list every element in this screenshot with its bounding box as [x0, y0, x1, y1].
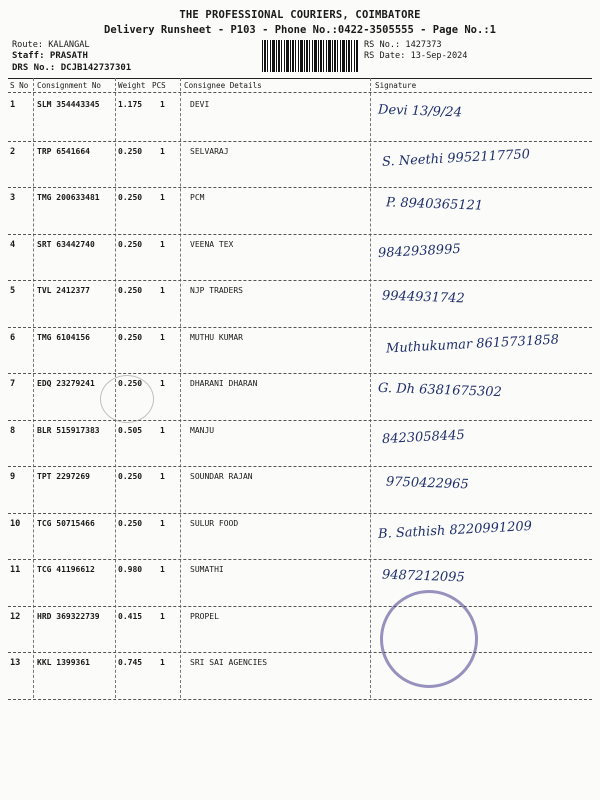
row-consignment-no: TCG 41196612 [37, 565, 95, 574]
row-consignee: SRI SAI AGENCIES [190, 658, 268, 667]
row-pcs: 1 [160, 611, 165, 621]
col-header-pcs: PCS [152, 81, 166, 90]
row-weight: 0.505 [118, 425, 143, 435]
row-sno: 7 [10, 379, 16, 389]
route-label: Route: KALANGAL [12, 40, 90, 50]
row-consignment-no: TRP 6541664 [37, 146, 90, 156]
row-consignment-no: TMG 6104156 [37, 332, 90, 342]
row-divider [8, 699, 592, 700]
row-consignment-no: BLR 515917383 [37, 425, 100, 435]
row-consignee: SUMATHI [190, 565, 224, 574]
row-consignment-no: KKL 1399361 [37, 658, 90, 667]
handwritten-signature: 9487212095 [381, 567, 465, 586]
row-consignee: VEENA TEX [190, 239, 234, 249]
row-consignee: DHARANI DHARAN [190, 379, 258, 388]
company-title: THE PROFESSIONAL COURIERS, COIMBATORE [179, 9, 421, 21]
row-pcs: 1 [160, 100, 165, 109]
row-divider [8, 652, 592, 653]
row-weight: 0.980 [118, 565, 143, 574]
header-top-rule [8, 78, 592, 79]
row-consignee: PROPEL [190, 611, 219, 621]
row-sno: 8 [10, 425, 16, 436]
row-sno: 12 [10, 611, 21, 622]
staff-label: Staff: PRASATH [12, 51, 88, 61]
row-consignee: SELVARAJ [190, 146, 229, 156]
col-header-consignment: Consignment No [37, 81, 102, 90]
faint-stamp [100, 375, 154, 423]
row-sno: 3 [10, 193, 16, 203]
row-weight: 0.250 [118, 332, 143, 342]
row-weight: 0.250 [118, 518, 143, 528]
row-weight: 1.175 [118, 100, 143, 109]
row-consignment-no: TCG 50715466 [37, 518, 95, 528]
row-pcs: 1 [160, 379, 165, 388]
row-sno: 9 [10, 472, 16, 482]
row-divider [8, 466, 592, 467]
rs-date: RS Date: 13-Sep-2024 [364, 51, 468, 61]
row-consignment-no: TPT 2297269 [37, 472, 90, 481]
row-pcs: 1 [160, 472, 165, 481]
col-header-signature: Signature [375, 81, 417, 90]
drs-number: DRS No.: DCJB142737301 [12, 63, 132, 73]
row-weight: 0.250 [118, 239, 143, 249]
row-weight: 0.250 [118, 286, 143, 295]
row-divider [8, 327, 592, 328]
row-pcs: 1 [160, 146, 165, 156]
row-weight: 0.250 [118, 146, 143, 156]
row-consignee: PCM [190, 193, 205, 202]
header-bottom-rule [8, 92, 592, 93]
col-header-weight: Weight [118, 81, 146, 90]
row-sno: 10 [10, 518, 21, 529]
row-divider [8, 559, 592, 560]
handwritten-signature: P. 8940365121 [385, 195, 484, 214]
row-weight: 0.745 [118, 658, 143, 667]
row-sno: 11 [10, 565, 21, 575]
row-consignee: NJP TRADERS [190, 286, 243, 295]
handwritten-signature: 9944931742 [381, 288, 465, 307]
handwritten-signature: B. Sathish 8220991209 [377, 518, 533, 542]
row-consignee: SOUNDAR RAJAN [190, 472, 253, 481]
row-consignment-no: TMG 200633481 [37, 193, 100, 202]
row-weight: 0.415 [118, 611, 143, 621]
row-divider [8, 187, 592, 188]
row-pcs: 1 [160, 332, 165, 342]
rs-number: RS No.: 1427373 [364, 40, 442, 50]
row-consignee: MANJU [190, 425, 215, 435]
handwritten-signature: 9750422965 [385, 474, 469, 493]
handwritten-signature: Muthukumar 8615731858 [385, 331, 560, 357]
row-consignment-no: SLM 354443345 [37, 100, 100, 109]
row-sno: 1 [10, 100, 16, 110]
row-divider [8, 234, 592, 235]
row-consignment-no: EDQ 23279241 [37, 379, 95, 388]
row-divider [8, 373, 592, 374]
row-consignee: SULUR FOOD [190, 518, 239, 528]
row-sno: 2 [10, 146, 16, 157]
row-divider [8, 513, 592, 514]
handwritten-signature: G. Dh 6381675302 [377, 380, 503, 401]
row-weight: 0.250 [118, 379, 143, 388]
company-stamp [380, 590, 478, 688]
row-divider [8, 280, 592, 281]
handwritten-signature: 9842938995 [377, 241, 462, 261]
col-header-sno: S No [10, 81, 29, 90]
row-sno: 13 [10, 658, 21, 668]
row-sno: 6 [10, 332, 16, 343]
row-consignment-no: SRT 63442740 [37, 239, 95, 249]
row-pcs: 1 [160, 658, 165, 667]
row-divider [8, 141, 592, 142]
row-sno: 5 [10, 286, 16, 296]
row-pcs: 1 [160, 239, 165, 249]
col-header-consignee: Consignee Details [184, 81, 262, 90]
row-sno: 4 [10, 239, 16, 250]
row-pcs: 1 [160, 286, 165, 295]
row-pcs: 1 [160, 565, 165, 574]
row-consignee: DEVI [190, 100, 210, 109]
row-consignment-no: TVL 2412377 [37, 286, 90, 295]
barcode [262, 40, 358, 72]
row-consignment-no: HRD 369322739 [37, 611, 100, 621]
row-weight: 0.250 [118, 193, 143, 202]
handwritten-signature: S. Neethi 9952117750 [381, 146, 531, 170]
runsheet-subtitle: Delivery Runsheet - P103 - Phone No.:0422-3505555 - Page No.:1 [104, 24, 496, 36]
handwritten-signature: 8423058445 [381, 427, 466, 447]
row-divider [8, 606, 592, 607]
row-pcs: 1 [160, 193, 165, 202]
handwritten-signature: Devi 13/9/24 [377, 102, 463, 121]
row-pcs: 1 [160, 425, 165, 435]
row-divider [8, 420, 592, 421]
row-weight: 0.250 [118, 472, 143, 481]
row-pcs: 1 [160, 518, 165, 528]
row-consignee: MUTHU KUMAR [190, 332, 243, 342]
